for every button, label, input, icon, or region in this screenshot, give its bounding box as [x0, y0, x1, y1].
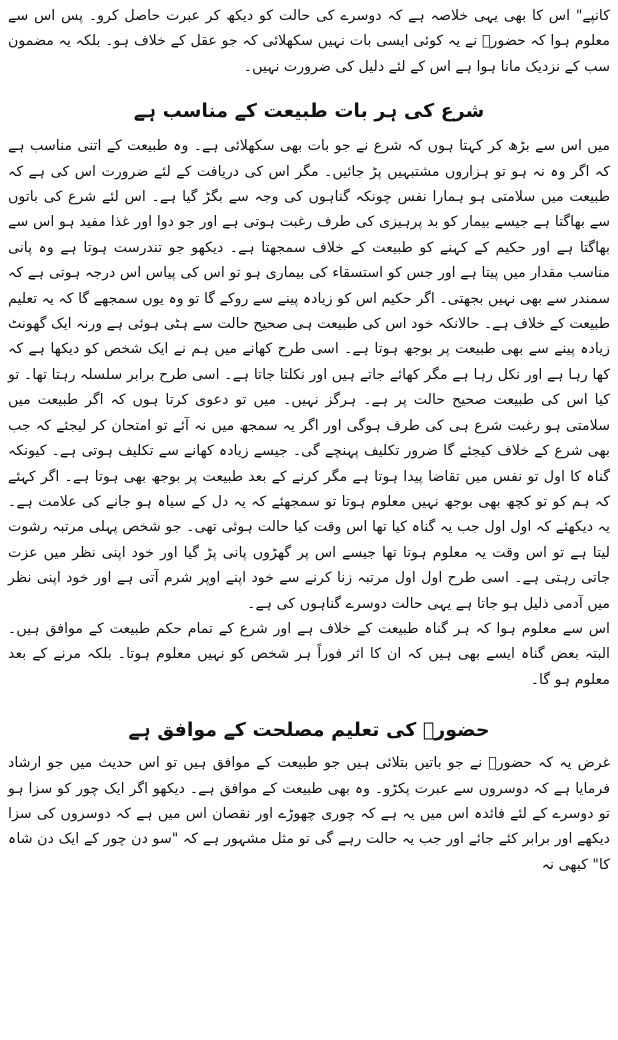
section1-paragraph-1: میں اس سے بڑھ کر کہتا ہوں کہ شرع نے جو بات بھی سکھلائی ہے۔ وہ طبیعت کے اتنی مناسب ہے کہ اگر وہ نہ ہو تو ہزاروں مشتبہیں پڑ جائیں۔ مگر اس کی دریافت کے لئے ضرورت اس کی ہے کہ طبیعت میں سلامتی ہو ہمارا نفس چونکہ گناہوں کی وجہ سے بگڑ گیا ہے۔ اس لئے شرع کی باتوں سے بھاگتا ہے جیسے بیمار کو بد پرہیزی کی طرف رغبت ہوتی ہے اور جو دوا اور غذا مفید ہو اس سے بھاگتا ہے اور حکیم کے کہنے کو طبیعت کے خلاف سمجھتا ہے۔ دیکھو جو تندرست ہوتا ہے وہ پانی مناسب مقدار میں پیتا ہے اور جس کو استسقاء کی بیماری ہو تو اس کی پیاس اس درجہ ہوتی ہے کہ سمندر سے بھی نہیں بجھتی۔ اگر حکیم اس کو زیادہ پینے سے روکے گا تو وہ یوں سمجھے گا کہ یہ تعلیم طبیعت کے خلاف ہے۔ حالانکہ خود اس کی طبیعت ہی صحیح حالت سے ہٹی ہوئی ہے ورنہ ایک گھونٹ زیادہ پینے سے بھی طبیعت پر بوجھ ہوتا ہے۔ اسی طرح کھانے میں ہم نے ایک شخص کو دیکھا ہے کہ کھا رہا ہے اور نکل رہا ہے مگر کھائے جاتے ہیں اور نکلتا جاتا ہے۔ اسی طرح برابر سلسلہ رہتا تھا۔ تو کیا اس کی طبیعت صحیح حالت پر ہے۔ ہرگز نہیں۔ میں تو دعوی کرتا ہوں کہ اگر طبیعت میں سلامتی ہو رغبت شرع ہی کی طرف ہوگی اور اگر یہ سمجھ میں نہ آئے تو امتحان کر لیجئے کہ جب بھی شرع کے خلاف کیجئے گا ضرور تکلیف پہنچے گی۔ جیسے زیادہ کھانے سے تکلیف ہوتی ہے۔ کیونکہ گناہ کا اول تو نفس میں تقاضا پیدا ہوتا ہے مگر کرنے کے بعد طبیعت پر بوجھ بھی ہوتا ہے۔ اگر کہئے کہ ہم کو تو کچھ بھی بوجھ نہیں معلوم ہوتا تو سمجھئے کہ یہ دل کے سیاہ ہو جانے کی علامت ہے۔ یہ دیکھئے کہ اول اول جب یہ گناہ کیا تھا اس وقت کیا حالت ہوئی تھی۔ جو شخص پہلی مرتبہ رشوت لیتا ہے تو اس وقت یہ معلوم ہوتا تھا جیسے اس پر گھڑوں پانی پڑ گیا اور خود اپنی نظر میں عزت جاتی رہتی ہے۔ اسی طرح اول اول مرتبہ زنا کرنے سے خود اپنے اوپر شرم آتی ہے اور خود اپنی نظر میں آدمی ذلیل ہو جاتا ہے یہی حالت دوسرے گناہوں کی ہے۔ — [8, 138, 610, 612]
section-heading-1: شرع کی ہر بات طبیعت کے مناسب ہے — [133, 100, 485, 123]
intro-paragraph: کانپے" اس کا بھی یہی خلاصہ ہے کہ دوسرے کی حالت کو دیکھ کر عبرت حاصل کرو۔ پس اس سے معلوم ہوا کہ حضورؐ نے یہ کوئی ایسی بات نہیں سکھلائی کہ جو عقل کے خلاف ہو۔ بلکہ یہ مضمون سب کے نزدیک مانا ہوا ہے اس کے لئے دلیل کی ضرورت نہیں۔ — [8, 8, 610, 75]
section2-paragraph-1: غرض یہ کہ حضورؐ نے جو باتیں بتلائی ہیں جو طبیعت کے موافق ہیں تو اس حدیث میں جو ارشاد فرمایا ہے کہ دوسروں سے عبرت پکڑو۔ وہ بھی طبیعت کے موافق ہے۔ دیکھو اگر ایک چور کو سزا ہو تو دوسرے کے لئے فائدہ اس میں یہ ہے کہ چوری چھوڑے اور نقصان اس میں ہے کہ دوسروں کی سزا دیکھے اور برابر کئے جائے اور جب یہ حالت رہے گی تو مثل مشہور ہے کہ "سو دن چور کے ایک دن شاہ کا" کبھی نہ — [8, 755, 610, 873]
section-heading-2: حضورؐ کی تعلیم مصلحت کے موافق ہے — [128, 719, 490, 742]
section1-paragraph-2: اس سے معلوم ہوا کہ ہر گناہ طبیعت کے خلاف ہے اور شرع کے تمام حکم طبیعت کے موافق ہیں۔ البتہ بعض گناہ ایسے بھی ہیں کہ ان کا اثر فوراً ہر شخص کو نہیں معلوم ہوتا۔ بلکہ مرنے کے بعد معلوم ہو گا۔ — [8, 620, 610, 688]
